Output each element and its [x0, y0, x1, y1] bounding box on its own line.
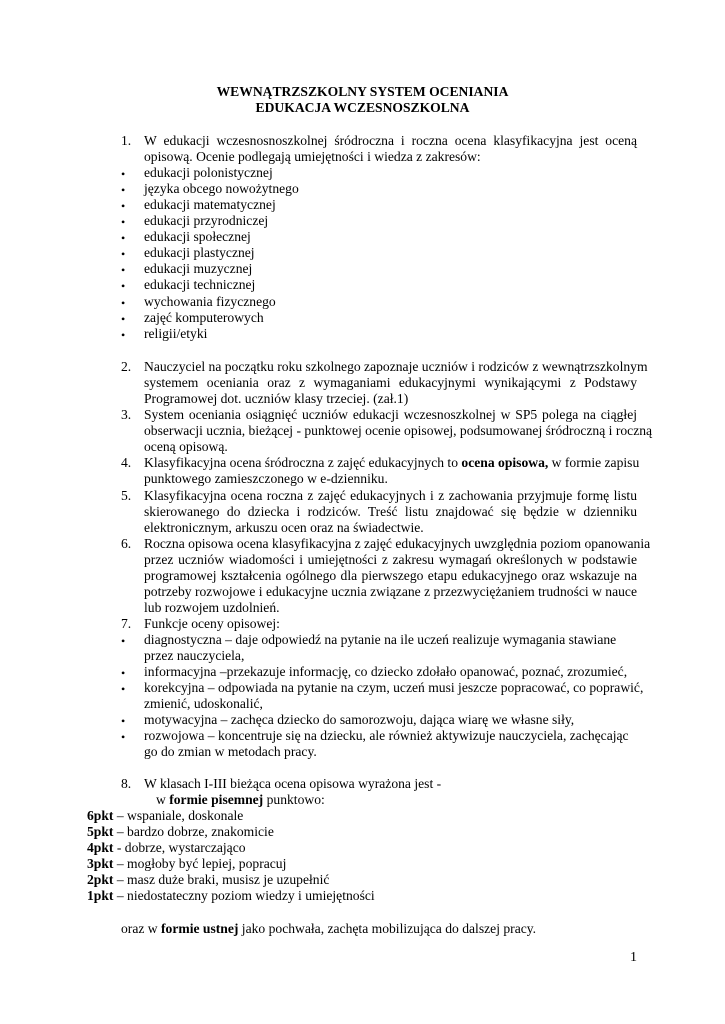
item8-text: punktowo: [263, 792, 325, 807]
item1-line: opisową. Ocenie podlegają umiejętności i wiedza z zakresów: [144, 149, 481, 164]
item8-line: W klasach I-III bieżąca ocena opisowa wyrażona jest - [144, 776, 442, 791]
list-item: edukacji polonistycznej [144, 165, 273, 180]
item4-line: punktowego zamieszczonego w e-dzienniku. [144, 471, 388, 486]
bullet-icon: • [121, 247, 126, 261]
item2-line: Programowej dot. uczniów klasy trzeciej. (zał.1) [144, 391, 409, 406]
list-item: wychowania fizycznego [144, 294, 276, 309]
item4-emphasis: ocena opisowa, [461, 455, 549, 470]
list-item: informacyjna –przekazuje informację, co dziecko zdołało opanować, poznać, zrozumieć, [144, 664, 628, 679]
item-number: 4. [121, 455, 132, 470]
item6-line: Roczna opisowa ocena klasyfikacyjna z zajęć edukacyjnych uwzględnia poziom opanowania [144, 536, 651, 551]
page-number: 1 [630, 950, 637, 965]
item5-line: skierowanego do dziecka i rodziców. Treść listu znajdować się będzie w dzienniku [144, 504, 637, 519]
item4-text: w formie zapisu [548, 455, 640, 470]
item-number: 3. [121, 407, 132, 422]
item2-line: Nauczyciel na początku roku szkolnego zapoznaje uczniów i rodziców z wewnątrzszkolnym [144, 359, 648, 374]
list-item: edukacji technicznej [144, 277, 256, 292]
scale-points: 4pkt [87, 840, 114, 855]
item3-line: System oceniania osiągnięć uczniów edukacji wczesnoszkolnej w SP5 polega na ciągłej [144, 407, 637, 422]
item5-line: elektronicznym, arkuszu ocen oraz na świadectwie. [144, 520, 424, 535]
scale-points: 5pkt [87, 824, 114, 839]
bullet-icon: • [121, 634, 126, 648]
scale-points: 6pkt [87, 808, 114, 823]
item8-text: w [156, 792, 170, 807]
scale-row [87, 824, 274, 840]
scale-row [87, 808, 243, 824]
item6-line: lub rozwojem uzdolnień. [144, 600, 280, 615]
item2-line: systemem oceniania oraz z wymaganiami edukacyjnymi wynikającymi z Podstawy [144, 375, 637, 390]
bullet-icon: • [121, 263, 126, 277]
item-number: 5. [121, 488, 132, 503]
list-item: edukacji przyrodniczej [144, 213, 269, 228]
scale-description: – mogłoby być lepiej, popracuj [113, 856, 287, 871]
closing-text: jako pochwała, zachęta mobilizująca do dalszej pracy. [238, 921, 537, 936]
item-number: 6. [121, 536, 132, 551]
item7-heading: Funkcje oceny opisowej: [144, 616, 280, 631]
item-number: 8. [121, 776, 132, 791]
bullet-icon: • [121, 730, 126, 744]
document-subtitle: EDUKACJA WCZESNOSZKOLNA [255, 100, 470, 115]
item-number: 2. [121, 359, 132, 374]
list-item: religii/etyki [144, 326, 208, 341]
bullet-icon: • [121, 296, 126, 310]
list-item-continuation: przez nauczyciela, [144, 648, 245, 663]
list-item: edukacji plastycznej [144, 245, 255, 260]
closing-emphasis: formie ustnej [161, 921, 239, 936]
list-item: edukacji matematycznej [144, 197, 276, 212]
item6-line: potrzeby rozwojowe i edukacyjne ucznia związane z przezwyciężaniem trudności w nauce [144, 584, 637, 599]
item4-text: Klasyfikacyjna ocena śródroczna z zajęć edukacyjnych to [144, 455, 462, 470]
item6-line: przez uczniów wiadomości i umiejętności z zakresu wymagań określonych w podstawie [144, 552, 637, 567]
scale-row [87, 872, 329, 888]
list-item: języka obcego nowożytnego [144, 181, 299, 196]
item1-line: W edukacji wczesnosnoszkolnej śródroczna i roczna ocena klasyfikacyjna jest oceną [144, 133, 637, 148]
bullet-icon: • [121, 279, 126, 293]
list-item: rozwojowa – koncentruje się na dziecku, ale również aktywizuje nauczyciela, zachęcając [144, 728, 629, 743]
document-title: WEWNĄTRZSZKOLNY SYSTEM OCENIANIA [216, 84, 509, 99]
scale-description: – masz duże braki, musisz je uzupełnić [113, 872, 330, 887]
list-item: edukacji muzycznej [144, 261, 253, 276]
item4-line [144, 455, 639, 471]
item-number: 1. [121, 133, 132, 148]
scale-row [87, 840, 246, 856]
item-number: 7. [121, 616, 132, 631]
scale-description: – wspaniale, doskonale [113, 808, 244, 823]
list-item: motywacyjna – zachęca dziecko do samorozwoju, dająca wiarę we własne siły, [144, 712, 575, 727]
list-item-continuation: go do zmian w metodach pracy. [144, 744, 317, 759]
bullet-icon: • [121, 215, 126, 229]
bullet-icon: • [121, 682, 126, 696]
scale-points: 1pkt [87, 888, 114, 903]
scale-row [87, 888, 375, 904]
scale-description: – niedostateczny poziom wiedzy i umiejętności [113, 888, 375, 903]
bullet-icon: • [121, 183, 126, 197]
closing-text: oraz w [121, 921, 162, 936]
bullet-icon: • [121, 312, 126, 326]
bullet-icon: • [121, 666, 126, 680]
item3-line: obserwacji ucznia, bieżącej - punktowej ocenie opisowej, podsumowanej śródroczną i roczną [144, 423, 653, 438]
closing-line [121, 921, 536, 937]
scale-points: 3pkt [87, 856, 114, 871]
bullet-icon: • [121, 714, 126, 728]
bullet-icon: • [121, 199, 126, 213]
list-item: edukacji społecznej [144, 229, 251, 244]
list-item-continuation: zmienić, udoskonalić, [144, 696, 263, 711]
scale-row [87, 856, 286, 872]
item3-line: oceną opisową. [144, 439, 228, 454]
item8-line [156, 792, 325, 808]
bullet-icon: • [121, 231, 126, 245]
item8-emphasis: formie pisemnej [169, 792, 264, 807]
bullet-icon: • [121, 167, 126, 181]
scale-points: 2pkt [87, 872, 114, 887]
bullet-icon: • [121, 328, 126, 342]
item6-line: programowej kształcenia ogólnego dla pierwszego etapu edukacyjnego oraz wskazuje na [144, 568, 637, 583]
scale-description: – bardzo dobrze, znakomicie [113, 824, 274, 839]
list-item: korekcyjna – odpowiada na pytanie na czym, uczeń musi jeszcze popracować, co poprawić, [144, 680, 644, 695]
list-item: zajęć komputerowych [144, 310, 264, 325]
scale-description: - dobrze, wystarczająco [113, 840, 246, 855]
item5-line: Klasyfikacyjna ocena roczna z zajęć edukacyjnych i z zachowania przyjmuje formę listu [144, 488, 637, 503]
list-item: diagnostyczna – daje odpowiedź na pytanie na ile uczeń realizuje wymagania stawiane [144, 632, 617, 647]
